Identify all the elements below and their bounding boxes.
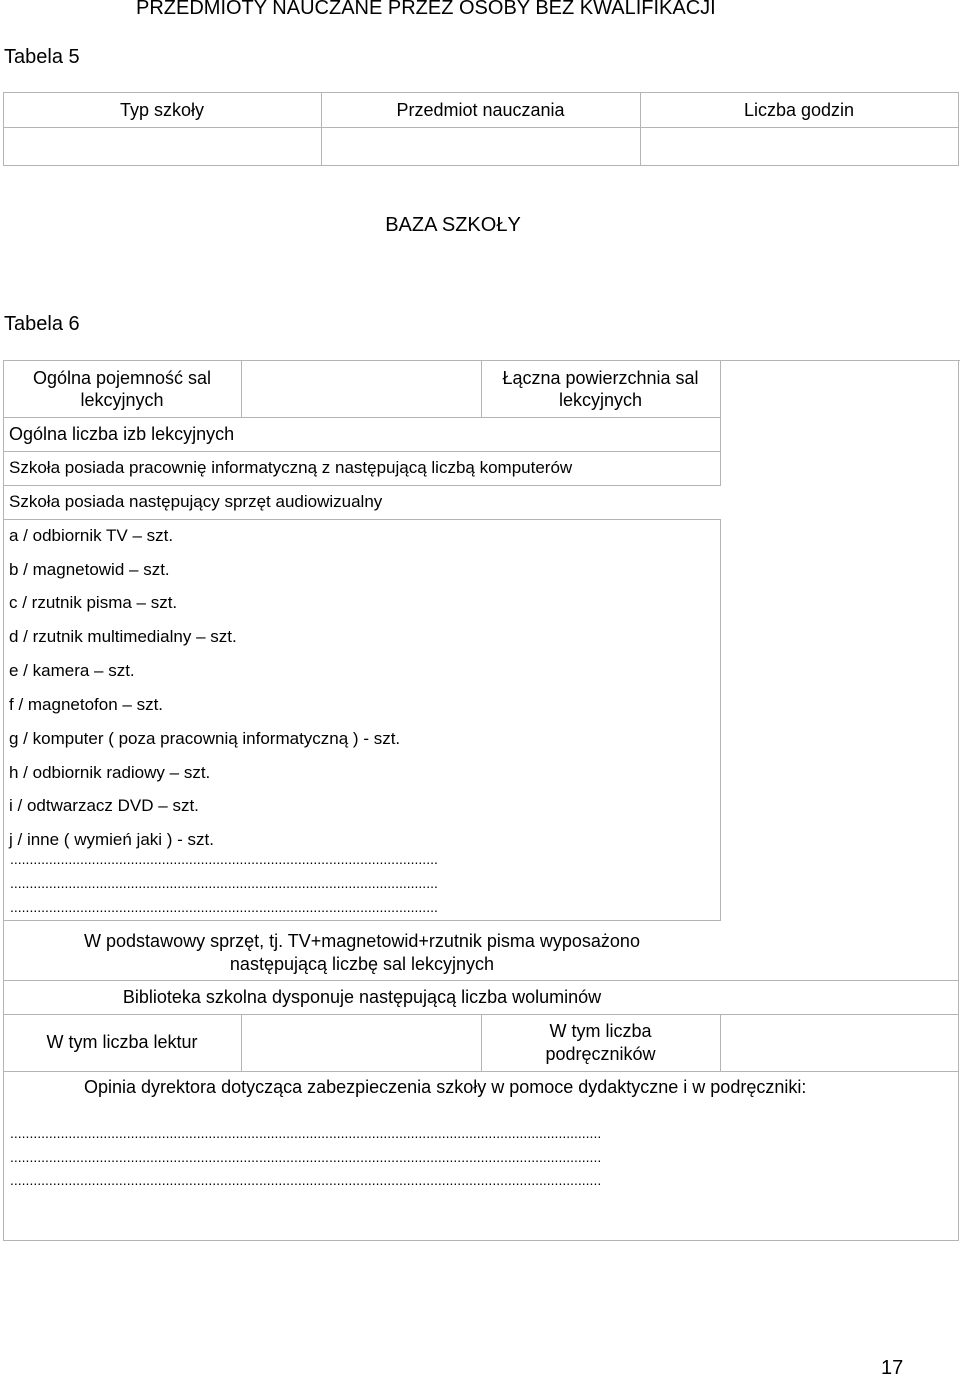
- area-input[interactable]: [721, 361, 958, 485]
- opinion-dotted-line[interactable]: ........................................................................................................................................................: [10, 1125, 602, 1141]
- computer-lab-label: Szkoła posiada pracownię informatyczną z następującą liczbą komputerów: [9, 458, 573, 477]
- textbooks-input[interactable]: [721, 1015, 958, 1071]
- list-item: j / inne ( wymień jaki ) - szt.: [9, 830, 214, 849]
- header-hours: Liczba godzin: [743, 100, 855, 120]
- dotted-line: ..............................................................................................................: [10, 899, 438, 915]
- cell-subject-input[interactable]: [322, 128, 639, 164]
- header-school-type: Typ szkoły: [119, 100, 205, 120]
- capacity-input[interactable]: [242, 361, 480, 417]
- section-heading: BAZA SZKOŁY: [385, 214, 521, 236]
- cell-hours-input[interactable]: [641, 128, 957, 164]
- list-item: i / odtwarzacz DVD – szt.: [9, 796, 199, 815]
- table6-label: Tabela 6: [4, 313, 80, 335]
- list-item: h / odbiornik radiowy – szt.: [9, 763, 211, 782]
- list-item: a / odbiornik TV – szt.: [9, 526, 174, 545]
- dotted-line: ..............................................................................................................: [10, 875, 438, 891]
- capacity-label: Ogólna pojemność sal lekcyjnych: [32, 368, 212, 410]
- dotted-line: ..............................................................................................................: [10, 851, 438, 867]
- list-item: g / komputer ( poza pracownią informatyczną ) - szt.: [9, 729, 401, 748]
- list-item: d / rzutnik multimedialny – szt.: [9, 627, 237, 646]
- readings-input[interactable]: [242, 1015, 480, 1071]
- basic-equipment-label: W podstawowy sprzęt, tj. TV+magnetowid+rzutnik pisma wyposażono następującą liczbę sal lekcyjnych: [84, 931, 640, 974]
- area-label: Łączna powierzchnia sal lekcyjnych: [502, 368, 699, 410]
- basic-equipment-input[interactable]: [721, 921, 958, 980]
- opinion-dotted-line[interactable]: ........................................................................................................................................................: [10, 1172, 602, 1188]
- table5-label: Tabela 5: [4, 46, 80, 68]
- rooms-count-label: Ogólna liczba izb lekcyjnych: [9, 424, 235, 444]
- list-item: f / magnetofon – szt.: [9, 695, 164, 714]
- page-number: 17: [881, 1357, 904, 1379]
- readings-label: W tym liczba lektur: [46, 1032, 198, 1052]
- list-item: b / magnetowid – szt.: [9, 560, 170, 579]
- textbooks-label: W tym liczba podręczników: [545, 1021, 656, 1064]
- document-heading: PRZEDMIOTY NAUCZANE PRZEZ OSOBY BEZ KWALIFIKACJI: [136, 0, 716, 19]
- library-label: Biblioteka szkolna dysponuje następującą liczba woluminów: [122, 987, 602, 1007]
- cell-school-type-input[interactable]: [4, 128, 320, 164]
- opinion-label: Opinia dyrektora dotycząca zabezpieczenia szkoły w pomoce dydaktyczne i w podręczniki:: [84, 1077, 807, 1097]
- opinion-dotted-line[interactable]: ........................................................................................................................................................: [10, 1149, 602, 1165]
- list-item: c / rzutnik pisma – szt.: [9, 593, 178, 612]
- av-equipment-label: Szkoła posiada następujący sprzęt audiowizualny: [9, 492, 383, 511]
- header-subject: Przedmiot nauczania: [396, 100, 565, 120]
- equipment-input[interactable]: [721, 520, 958, 920]
- list-item: e / kamera – szt.: [9, 661, 135, 680]
